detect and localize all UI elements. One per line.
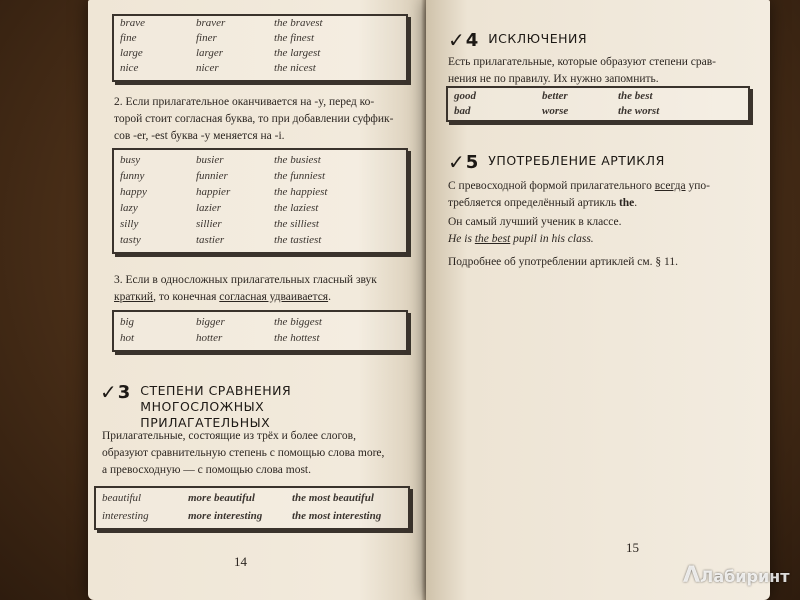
table-row bbox=[448, 88, 748, 104]
table-cell: the busiest bbox=[274, 154, 321, 166]
table-cell: the most interesting bbox=[292, 510, 382, 522]
table-row bbox=[114, 314, 406, 330]
table-cell: nicer bbox=[196, 62, 219, 74]
table-cell: worse bbox=[542, 105, 569, 117]
table-multisyllable bbox=[94, 486, 410, 530]
table-double-consonant bbox=[112, 310, 408, 352]
table-row bbox=[114, 152, 406, 168]
table-cell: lazy bbox=[120, 202, 138, 214]
table-row bbox=[114, 30, 406, 46]
table-cell: the bravest bbox=[274, 17, 323, 29]
table-cell: silly bbox=[120, 218, 139, 230]
table-cell: hot bbox=[120, 332, 135, 344]
table-cell: finer bbox=[196, 32, 217, 44]
left-page bbox=[88, 0, 426, 600]
table-cell: the nicest bbox=[274, 62, 316, 74]
table-cell: the silliest bbox=[274, 218, 319, 230]
table-row bbox=[96, 508, 408, 524]
table-cell: brave bbox=[120, 17, 146, 29]
table-cell: good bbox=[454, 90, 476, 102]
table-cell: beautiful bbox=[102, 492, 142, 504]
section-5-heading: ✓ 5 УПОТРЕБЛЕНИЕ АРТИКЛЯ bbox=[448, 150, 665, 174]
checkmark-icon: ✓ 4 bbox=[448, 28, 479, 52]
table-cell: better bbox=[542, 90, 568, 102]
page-number-left: 14 bbox=[234, 554, 247, 569]
articles-note: Подробнее об употреблении артиклей см. § 11. bbox=[448, 256, 678, 268]
table-cell: nice bbox=[120, 62, 139, 74]
table-cell: hotter bbox=[196, 332, 223, 344]
table-row bbox=[114, 216, 406, 232]
section-5-text: С превосходной формой прилагательного всегда упо- требляется определённый артикль the. bbox=[448, 180, 710, 209]
table-cell: the largest bbox=[274, 47, 321, 59]
right-page bbox=[426, 0, 770, 600]
table-row bbox=[114, 200, 406, 216]
table-cell: the most beautiful bbox=[292, 492, 374, 504]
table-cell: happier bbox=[196, 186, 231, 198]
table-cell: the hottest bbox=[274, 332, 320, 344]
table-cell: more beautiful bbox=[188, 492, 255, 504]
table-cell: the funniest bbox=[274, 170, 326, 182]
table-cell: the happiest bbox=[274, 186, 328, 198]
table-row bbox=[448, 103, 748, 119]
table-y-adjectives bbox=[112, 148, 408, 254]
table-cell: the biggest bbox=[274, 316, 322, 328]
table-cell: large bbox=[120, 47, 143, 59]
table-cell: more interesting bbox=[188, 510, 263, 522]
table-cell: fine bbox=[120, 32, 137, 44]
table-cell: the worst bbox=[618, 105, 660, 117]
table-cell: happy bbox=[120, 186, 147, 198]
labirint-watermark: ΛЛабиринт bbox=[683, 563, 790, 588]
table-row bbox=[114, 184, 406, 200]
table-row bbox=[114, 15, 406, 31]
table-row bbox=[114, 232, 406, 248]
table-cell: busier bbox=[196, 154, 224, 166]
table-cell: busy bbox=[120, 154, 141, 166]
checkmark-icon: ✓ 5 bbox=[448, 150, 479, 174]
table-cell: the finest bbox=[274, 32, 315, 44]
table-cell: bigger bbox=[196, 316, 225, 328]
table-cell: the tastiest bbox=[274, 234, 322, 246]
table-cell: sillier bbox=[196, 218, 222, 230]
table-row bbox=[114, 168, 406, 184]
section-3-heading: ✓ 3 СТЕПЕНИ СРАВНЕНИЯ МНОГОСЛОЖНЫХ ПРИЛАГАТЕЛЬНЫХ bbox=[100, 380, 292, 430]
rule-3-text: 3. Если в односложных прилагательных гласный звук краткий, то конечная согласная удваивается. bbox=[114, 274, 377, 303]
table-regular-adjectives bbox=[112, 14, 408, 82]
example-sentence: Он самый лучший ученик в классе. He is the best pupil in his class. bbox=[448, 216, 622, 245]
page-number-right: 15 bbox=[626, 540, 639, 555]
table-cell: interesting bbox=[102, 510, 149, 522]
table-cell: the laziest bbox=[274, 202, 319, 214]
table-row bbox=[96, 490, 408, 506]
table-exceptions bbox=[446, 86, 750, 122]
section-3-text: Прилагательные, состоящие из трёх и более слогов, образуют сравнительную степень с помощью слова more, а превосходную — с помощью слова most. bbox=[102, 430, 385, 476]
table-cell: braver bbox=[196, 17, 226, 29]
table-cell: funnier bbox=[196, 170, 228, 182]
table-row bbox=[114, 330, 406, 346]
section-4-text: Есть прилагательные, которые образуют степени срав- нения не по правилу. Их нужно запомнить. bbox=[448, 56, 716, 85]
table-row bbox=[114, 45, 406, 61]
table-cell: the best bbox=[618, 90, 653, 102]
table-cell: bad bbox=[454, 105, 471, 117]
table-cell: lazier bbox=[196, 202, 222, 214]
table-cell: big bbox=[120, 316, 135, 328]
section-4-heading: ✓ 4 ИСКЛЮЧЕНИЯ bbox=[448, 28, 588, 52]
table-cell: tasty bbox=[120, 234, 141, 246]
rule-2-text: 2. Если прилагательное оканчивается на -y, перед ко- торой стоит согласная буква, то при добавлении суффик- сов -er, -est буква -y меняется на -i. bbox=[114, 96, 394, 142]
checkmark-icon: ✓ 3 bbox=[100, 380, 131, 404]
table-row bbox=[114, 60, 406, 76]
table-cell: tastier bbox=[196, 234, 225, 246]
table-cell: larger bbox=[196, 47, 224, 59]
table-cell: funny bbox=[120, 170, 145, 182]
